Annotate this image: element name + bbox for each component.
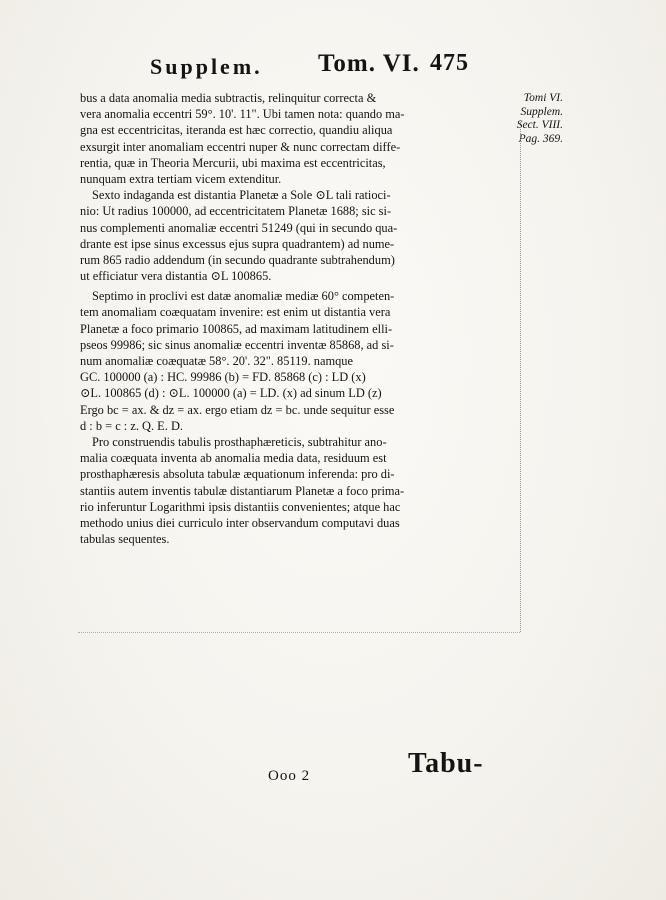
volume-label: Tom. VI. <box>318 50 420 77</box>
text-line: stantiis autem inventis tabulæ distantiarum Planetæ a foco prima- <box>80 483 405 498</box>
text-line: Septimo in proclivi est datæ anomaliæ mediæ 60° competen- <box>92 289 395 304</box>
margin-note-line: Pag. 369. <box>518 132 563 145</box>
catchword: Tabu- <box>408 748 484 779</box>
text-line: exsurgit inter anomaliam eccentri nuper & nunc correctam diffe- <box>80 139 401 154</box>
text-line: Pro construendis tabulis prosthaphæreticis, subtrahitur ano- <box>92 434 387 449</box>
proportion-line: GC. 100000 (a) : HC. 99986 (b) = FD. 85868 (c) : LD (x) <box>80 370 366 385</box>
signature-mark: Ooo 2 <box>268 768 311 784</box>
margin-note <box>503 92 563 146</box>
text-line: tem anomaliam coæquatam invenire: est enim ut distantia vera <box>80 305 391 320</box>
text-line: rio inferuntur Logarithmi ipsis distantiis convenientes; atque hac <box>80 499 401 514</box>
text-line: Sexto indaganda est distantia Planetæ a Sole ⊙L tali ratioci- <box>92 188 391 203</box>
text-line: nus complementi anomaliæ eccentri 51249 (qui in secundo qua- <box>80 220 398 235</box>
body-text <box>80 90 500 547</box>
text-line: pseos 99986; sic sinus anomaliæ eccentri inventæ 85868, ad si- <box>80 337 394 352</box>
text-line: tabulas sequentes. <box>80 532 170 547</box>
proportion-line: ⊙L. 100865 (d) : ⊙L. 100000 (a) = LD. (x) ad sinum LD (z) <box>80 386 382 401</box>
text-frame-rule <box>520 122 522 632</box>
running-header <box>150 48 480 82</box>
text-line: vera anomalia eccentri 59°. 10'. 11". Ubi tamen nota: quando ma- <box>80 107 405 122</box>
margin-note-line: Tomi VI. <box>523 92 563 104</box>
text-line: nio: Ut radius 100000, ad eccentricitatem Planetæ 1688; sic si- <box>80 204 392 219</box>
text-line: Planetæ a foco primario 100865, ad maximam latitudinem elli- <box>80 321 393 336</box>
page-number: 475 <box>430 50 469 76</box>
text-line: num anomaliæ coæquatæ 58°. 20'. 32". 85119. namque <box>80 354 353 368</box>
text-line: d : b = c : z. Q. E. D. <box>80 418 183 433</box>
text-line: bus a data anomalia media subtractis, relinquitur correcta & <box>80 91 377 105</box>
text-line: malia coæquata inventa ab anomalia media data, residuum est <box>80 451 387 466</box>
text-line: prosthaphæresis absoluta tabulæ æquationum inferenda: pro di- <box>80 467 395 482</box>
text-frame-bottom-rule <box>78 632 520 633</box>
margin-note-line: Sect. VIII. <box>516 119 563 131</box>
text-line: rum 865 radio addendum (in secundo quadrante subtrahendum) <box>80 252 395 267</box>
text-line: gna est eccentricitas, iteranda est hæc correctio, quandiu aliqua <box>80 123 393 138</box>
running-title: Supplem. <box>150 54 263 79</box>
margin-note-line: Supplem. <box>520 105 563 118</box>
text-line: methodo unius diei curriculo inter observandum computavi duas <box>80 515 400 530</box>
text-line: Ergo bc = ax. & dz = ax. ergo etiam dz = bc. unde sequitur esse <box>80 402 395 417</box>
text-line: nunquam extra tertiam vicem extenditur. <box>80 171 282 186</box>
text-line: drante est ipse sinus excessus ejus supra quadrantem) ad nume- <box>80 236 395 251</box>
text-line: ut efficiatur vera distantia ⊙L 100865. <box>80 269 272 284</box>
text-line: rentia, quæ in Theoria Mercurii, ubi maxima est eccentricitas, <box>80 155 386 170</box>
